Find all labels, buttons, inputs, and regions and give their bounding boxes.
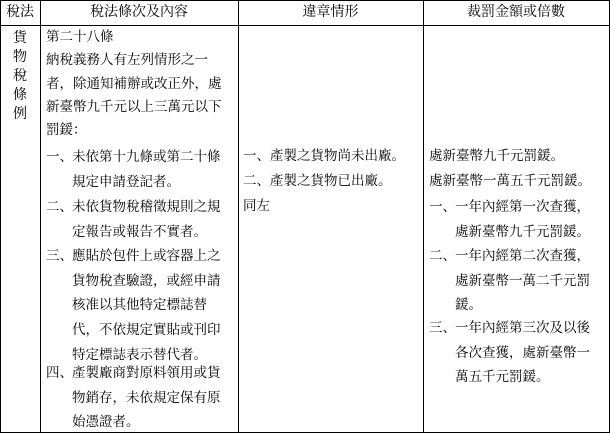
header-violation: 違章情形: [302, 4, 359, 20]
article-item: [46, 145, 221, 194]
item-marker: 一、: [429, 199, 456, 215]
item-line: 處新臺幣一萬二千元罰: [455, 272, 590, 289]
table-border-left: [0, 0, 1, 433]
item-line: 一年內經第二次查獲，: [455, 248, 590, 264]
item-line: 核准以其他特定標誌替: [72, 297, 207, 314]
item-line: 鍰。: [455, 297, 482, 314]
penalty-line: 處新臺幣九千元罰鍰。: [429, 148, 564, 164]
article-intro-line: 者，除通知補辦或改正外，處: [46, 76, 222, 92]
violation-line: 同左: [243, 198, 270, 214]
law-name-char: 例: [13, 106, 27, 122]
item-line: 定報告或報告不實者。: [72, 223, 207, 240]
item-line: 處新臺幣九千元罰鍰。: [455, 223, 590, 240]
violation-line: 二、產製之貨物已出廠。: [243, 173, 392, 189]
item-line: 始憑證者。: [72, 414, 140, 431]
penalty-item: [429, 195, 590, 244]
header-tax-law: 稅法: [6, 4, 34, 20]
item-marker: 二、: [429, 248, 456, 264]
item-line: 貨物稅查驗證，或經申請: [72, 272, 221, 289]
article-intro-line: 新臺幣九千元以上三萬元以下: [46, 99, 222, 115]
item-line: 規定申請登記者。: [72, 173, 180, 190]
law-name-char: 條: [13, 87, 27, 103]
item-line: 特定標誌表示替代者。: [72, 346, 207, 363]
column-divider: [423, 0, 424, 433]
item-line: 各次查獲，處新臺幣一: [455, 344, 590, 361]
column-divider: [40, 0, 41, 433]
law-name-char: 稅: [13, 68, 27, 84]
item-line: 產製廠商對原料領用或貨: [72, 365, 221, 381]
law-name-char: 貨: [13, 30, 27, 46]
item-marker: 三、: [429, 320, 456, 336]
header-article: 稅法條次及內容: [90, 4, 188, 20]
item-line: 未依第十九條或第二十條: [72, 149, 221, 165]
header-penalty: 裁罰金額或倍數: [467, 4, 565, 20]
item-line: 一年內經第三次及以後: [455, 320, 590, 336]
law-name-char: 物: [13, 49, 27, 65]
article-intro-line: 罰鍰：: [46, 122, 87, 138]
article-item: [46, 361, 221, 435]
column-divider: [238, 0, 239, 433]
article-title: 第二十八條: [46, 29, 114, 45]
item-line: 物銷存，未依規定保有原: [72, 389, 221, 406]
penalty-item: [429, 316, 590, 390]
item-marker: 一、: [46, 149, 73, 165]
item-line: 一年內經第一次查獲，: [455, 199, 590, 215]
item-line: 未依貨物稅稽徵規則之規: [72, 199, 221, 215]
article-item: [46, 195, 221, 244]
article-item: [46, 244, 221, 368]
item-marker: 四、: [46, 365, 73, 381]
penalty-item: [429, 244, 590, 318]
item-line: 萬五千元罰鍰。: [455, 369, 550, 386]
item-marker: 三、: [46, 248, 73, 264]
item-marker: 二、: [46, 199, 73, 215]
article-intro-line: 納稅義務人有左列情形之一: [46, 52, 208, 68]
violation-line: 一、產製之貨物尚未出廠。: [243, 148, 405, 164]
penalty-line: 處新臺幣一萬五千元罰鍰。: [429, 173, 591, 189]
item-line: 代，不依規定實貼或刊印: [72, 322, 221, 339]
law-name: [8, 29, 32, 124]
item-line: 應貼於包件上或容器上之: [72, 248, 221, 264]
